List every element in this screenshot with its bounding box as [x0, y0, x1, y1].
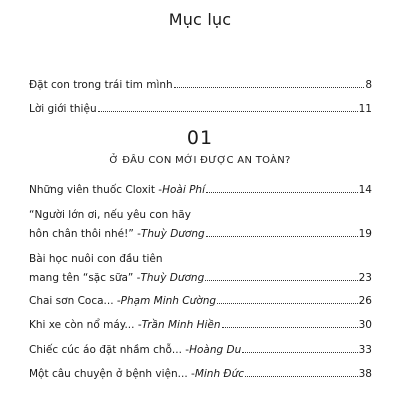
toc-entry[interactable]	[29, 271, 372, 285]
toc-entry[interactable]	[29, 227, 372, 241]
toc-entry-front-1[interactable]	[29, 78, 372, 92]
dot-leader	[245, 376, 358, 377]
toc-page-number: 23	[358, 272, 372, 284]
toc-entry-author: Phạm Minh Cường	[120, 295, 217, 307]
toc-entry[interactable]	[29, 343, 372, 357]
toc-entry-text: Đặt con trong trái tim mình	[29, 79, 173, 91]
toc-entry-text: Lời giới thiệu	[29, 103, 97, 115]
dot-leader	[222, 327, 358, 328]
toc-page-number: 33	[358, 344, 372, 356]
toc-entry-text: Những viên thuốc Cloxit -	[29, 184, 163, 196]
dot-leader	[242, 352, 357, 353]
toc-entry-text: Một câu chuyện ở bệnh viện... -	[29, 368, 195, 380]
toc-entry-author: Thuỳ Dương	[140, 228, 205, 240]
toc-entry[interactable]	[29, 367, 372, 381]
toc-entry-text: Khi xe còn nổ máy... -	[29, 319, 142, 331]
section-title: Ở ĐÂU CON MỚI ĐƯỢC AN TOÀN?	[109, 155, 291, 166]
toc-entry[interactable]	[29, 294, 372, 308]
page-title: Mục lục	[168, 10, 232, 29]
dot-leader	[205, 280, 357, 281]
toc-entry-text: mang tên “sặc sữa” -	[29, 272, 141, 284]
toc-entry-author: Trần Minh Hiền	[141, 319, 221, 331]
toc-entry-line1: Bài học nuôi con đầu tiên	[29, 253, 163, 265]
toc-entry-text: Chai sơn Coca... -	[29, 295, 121, 307]
section-number: 01	[186, 127, 214, 149]
dot-leader	[206, 192, 358, 193]
dot-leader	[174, 87, 365, 88]
toc-entry-text: Chiếc cúc áo đặt nhầm chỗ... -	[29, 344, 190, 356]
toc-entry-line1: “Người lớn ơi, nếu yêu con hãy	[29, 209, 191, 221]
dot-leader	[98, 111, 358, 112]
toc-page-number: 11	[358, 103, 372, 115]
toc-page-number: 38	[358, 368, 372, 380]
toc-entry[interactable]	[29, 183, 372, 197]
toc-page-number: 30	[358, 319, 372, 331]
toc-page-number: 14	[358, 184, 372, 196]
toc-entry-author: Hoàng Du	[189, 344, 242, 356]
toc-entry-author: Thuỳ Dương	[140, 272, 205, 284]
toc-page-number: 8	[365, 79, 372, 91]
toc-page-number: 19	[358, 228, 372, 240]
toc-entry-author: Hoài Phí	[162, 184, 206, 196]
dot-leader	[217, 303, 358, 304]
toc-entry-front-2[interactable]	[29, 102, 372, 116]
toc-page-number: 26	[358, 295, 372, 307]
dot-leader	[206, 236, 358, 237]
toc-entry-text: hôn chân thôi nhé!” -	[29, 228, 141, 240]
toc-entry[interactable]	[29, 318, 372, 332]
toc-entry-author: Minh Đức	[194, 368, 245, 380]
